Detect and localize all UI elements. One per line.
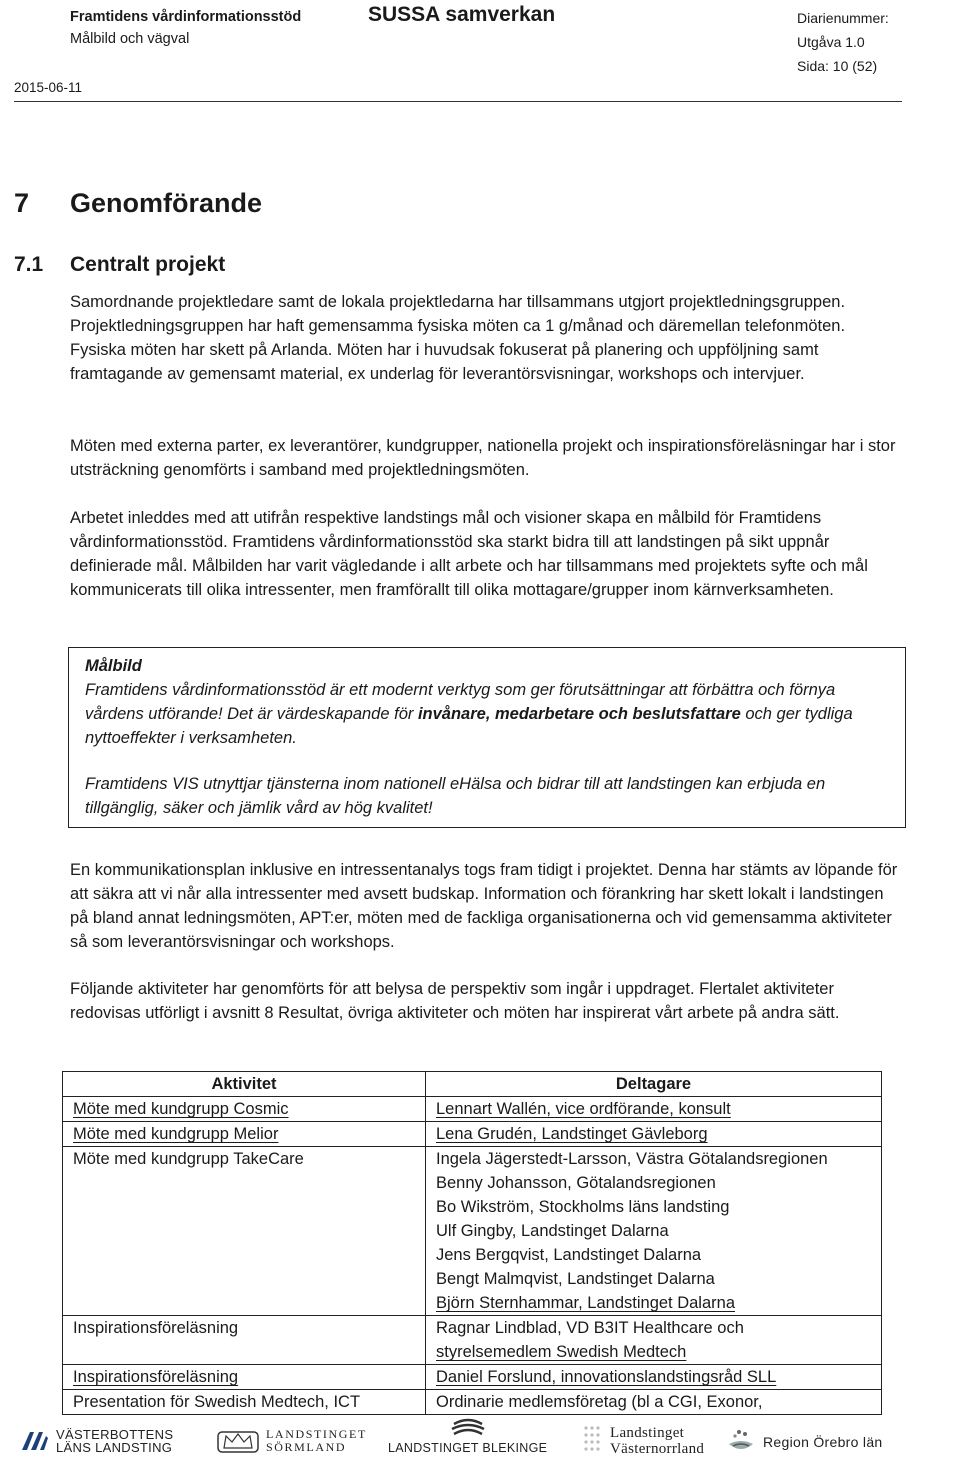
table-row	[63, 1390, 882, 1415]
table-cell-participant: Ingela Jägerstedt-Larsson, Västra Götalandsregionen	[436, 1150, 828, 1168]
logo-sormland-line1: LANDSTINGET	[266, 1427, 367, 1441]
logo-vasterbotten-line1: VÄSTERBOTTENS	[56, 1427, 174, 1442]
header-org: Framtidens vårdinformationsstöd	[70, 9, 302, 25]
table-cell-activity: Möte med kundgrupp Cosmic	[73, 1100, 289, 1118]
logo-vasternorrland	[582, 1424, 704, 1458]
table-header-activity: Aktivitet	[63, 1072, 426, 1097]
logo-vasterbotten	[20, 1428, 173, 1454]
table-cell-participant: Lena Grudén, Landstinget Gävleborg	[436, 1125, 708, 1143]
paragraph-3-text: Arbetet inleddes med att utifrån respektive landstings mål och visioner skapa en målbild för Framtidens vårdinformationsstöd. Framtidens vårdinformationsstöd ska starkt bidra till att landstingen på sikt uppnår definierade mål. Målbilden har varit vägledande i allt arbete och har tillsammans med projektets syfte och mål kommunicerats till olika intressenter, men framförallt till olika mottagare/grupper inom kärnverksamheten.	[70, 509, 868, 599]
vasternorrland-dots-icon	[582, 1424, 604, 1458]
orebro-swirl-icon	[725, 1428, 757, 1456]
table-cell-participant: Ragnar Lindblad, VD B3IT Healthcare och	[436, 1319, 744, 1337]
header-diarienummer: Diarienummer:	[797, 10, 889, 26]
table-cell-participant: Jens Bergqvist, Landstinget Dalarna	[436, 1246, 702, 1264]
vision-text-a: Framtidens vårdinformationsstöd är ett modernt verktyg som ger förutsättningar att förbättra och förnya vårdens utförande! Det är värdeskapande för	[85, 681, 836, 723]
paragraph-2	[70, 434, 900, 482]
table-cell-participant: Ordinarie medlemsföretag (bl a CGI, Exonor,	[436, 1393, 763, 1411]
table-cell-activity: Möte med kundgrupp Melior	[73, 1125, 279, 1143]
logo-orebro	[725, 1428, 883, 1456]
table-cell-participant: Benny Johansson, Götalandsregionen	[436, 1174, 716, 1192]
vision-text-bold: invånare, medarbetare och beslutsfattare	[417, 705, 741, 723]
section-number: 7.1	[14, 253, 44, 276]
chapter-heading	[14, 188, 262, 219]
paragraph-1	[70, 290, 900, 386]
table-cell-participant: Björn Sternhammar, Landstinget Dalarna	[436, 1294, 735, 1312]
logo-sormland-line2: SÖRMLAND	[266, 1440, 347, 1454]
blekinge-wave-icon	[448, 1418, 488, 1440]
header-left	[70, 6, 301, 50]
table-cell-activity: Presentation för Swedish Medtech, ICT	[73, 1393, 361, 1411]
header-date: 2015-06-11	[14, 80, 83, 95]
vision-title: Målbild	[85, 657, 142, 675]
section-title: Centralt projekt	[70, 253, 226, 276]
header-page: Sida: 10 (52)	[797, 58, 878, 74]
footer-logos	[0, 1418, 960, 1461]
table-row	[63, 1097, 882, 1122]
vision-text-2: Framtidens VIS utnyttjar tjänsterna inom nationell eHälsa och bidrar till att landstingen kan erbjuda en tillgänglig, säker och jämlik vård av hög kvalitet!	[85, 775, 826, 817]
vasterbotten-icon	[20, 1428, 50, 1454]
paragraph-4	[70, 858, 900, 954]
table-row	[63, 1365, 882, 1390]
paragraph-2-text: Möten med externa parter, ex leverantörer, kundgrupper, nationella projekt och inspirationsföreläsningar har i stor utsträckning genomförts i samband med projektledningsmöten.	[70, 437, 896, 479]
table-row	[63, 1316, 882, 1365]
table-cell-participant: Daniel Forslund, innovationslandstingsråd SLL	[436, 1368, 777, 1386]
logo-vasternorrland-line1: Landstinget	[610, 1425, 685, 1441]
paragraph-1-text: Samordnande projektledare samt de lokala projektledarna har tillsammans utgjort projektledningsgruppen. Projektledningsgruppen har haft gemensamma fysiska möten ca 1 g/månad och däremellan telefonmöten. Fysiska möten har skett på Arlanda. Möten har i huvudsak fokuserat på planering och uppföljning samt framtagande av gemensamt material, ex underlag för leverantörsvisningar, workshops och intervjuer.	[70, 293, 846, 383]
table-row	[63, 1147, 882, 1316]
paragraph-5-text: Följande aktiviteter har genomförts för att belysa de perspektiv som ingår i uppdraget. Flertalet aktiviteter redovisas utförligt i avsnitt 8 Resultat, övriga aktiviteter och möten har inspirerat vårt arbete på andra sätt.	[70, 980, 840, 1022]
logo-orebro-text: Region Örebro län	[763, 1433, 883, 1450]
paragraph-5	[70, 977, 900, 1025]
chapter-title: Genomförande	[70, 188, 263, 218]
logo-vasternorrland-line2: Västernorrland	[610, 1441, 705, 1457]
header-edition: Utgåva 1.0	[797, 34, 865, 50]
table-cell-participant: Bengt Malmqvist, Landstinget Dalarna	[436, 1270, 715, 1288]
chapter-number: 7	[14, 188, 30, 218]
vision-box	[68, 647, 906, 828]
logo-vasterbotten-line2: LÄNS LANDSTING	[56, 1440, 173, 1455]
header-right	[797, 6, 889, 78]
activity-table	[62, 1071, 882, 1415]
sormland-crown-icon	[216, 1426, 260, 1456]
table-cell-participant: styrelsemedlem Swedish Medtech	[436, 1343, 687, 1361]
paragraph-4-text: En kommunikationsplan inklusive en intressentanalys togs fram tidigt i projektet. Denna har stämts av löpande för att säkra att vi når alla intressenter med avsett budskap. Information och förankring har skett lokalt i landstingen på bland annat ledningsmöten, APT:er, möten med de fackliga organisationerna och vid gemensamma aktiviteter så som leverantörsvisningar och workshops.	[70, 861, 898, 951]
section-heading	[14, 253, 225, 277]
table-cell-activity: Möte med kundgrupp TakeCare	[73, 1150, 304, 1168]
logo-blekinge-text: LANDSTINGET BLEKINGE	[388, 1441, 548, 1455]
header-section: Målbild och vägval	[70, 31, 190, 47]
logo-sormland	[216, 1426, 367, 1456]
table-cell-participant: Ulf Gingby, Landstinget Dalarna	[436, 1222, 669, 1240]
paragraph-3	[70, 506, 900, 602]
vision-text-1	[85, 678, 895, 750]
table-cell-activity: Inspirationsföreläsning	[73, 1368, 239, 1386]
logo-blekinge	[388, 1418, 547, 1455]
header-title: SUSSA samverkan	[368, 3, 556, 26]
table-cell-participant: Lennart Wallén, vice ordförande, konsult	[436, 1100, 731, 1118]
table-row	[63, 1122, 882, 1147]
table-cell-activity: Inspirationsföreläsning	[73, 1319, 239, 1337]
table-cell-participant: Bo Wikström, Stockholms läns landsting	[436, 1198, 730, 1216]
vision-text-b: och ger tydliga nyttoeffekter i verksamheten.	[85, 705, 853, 747]
header-rule	[14, 101, 902, 102]
table-header-participants: Deltagare	[426, 1072, 882, 1097]
